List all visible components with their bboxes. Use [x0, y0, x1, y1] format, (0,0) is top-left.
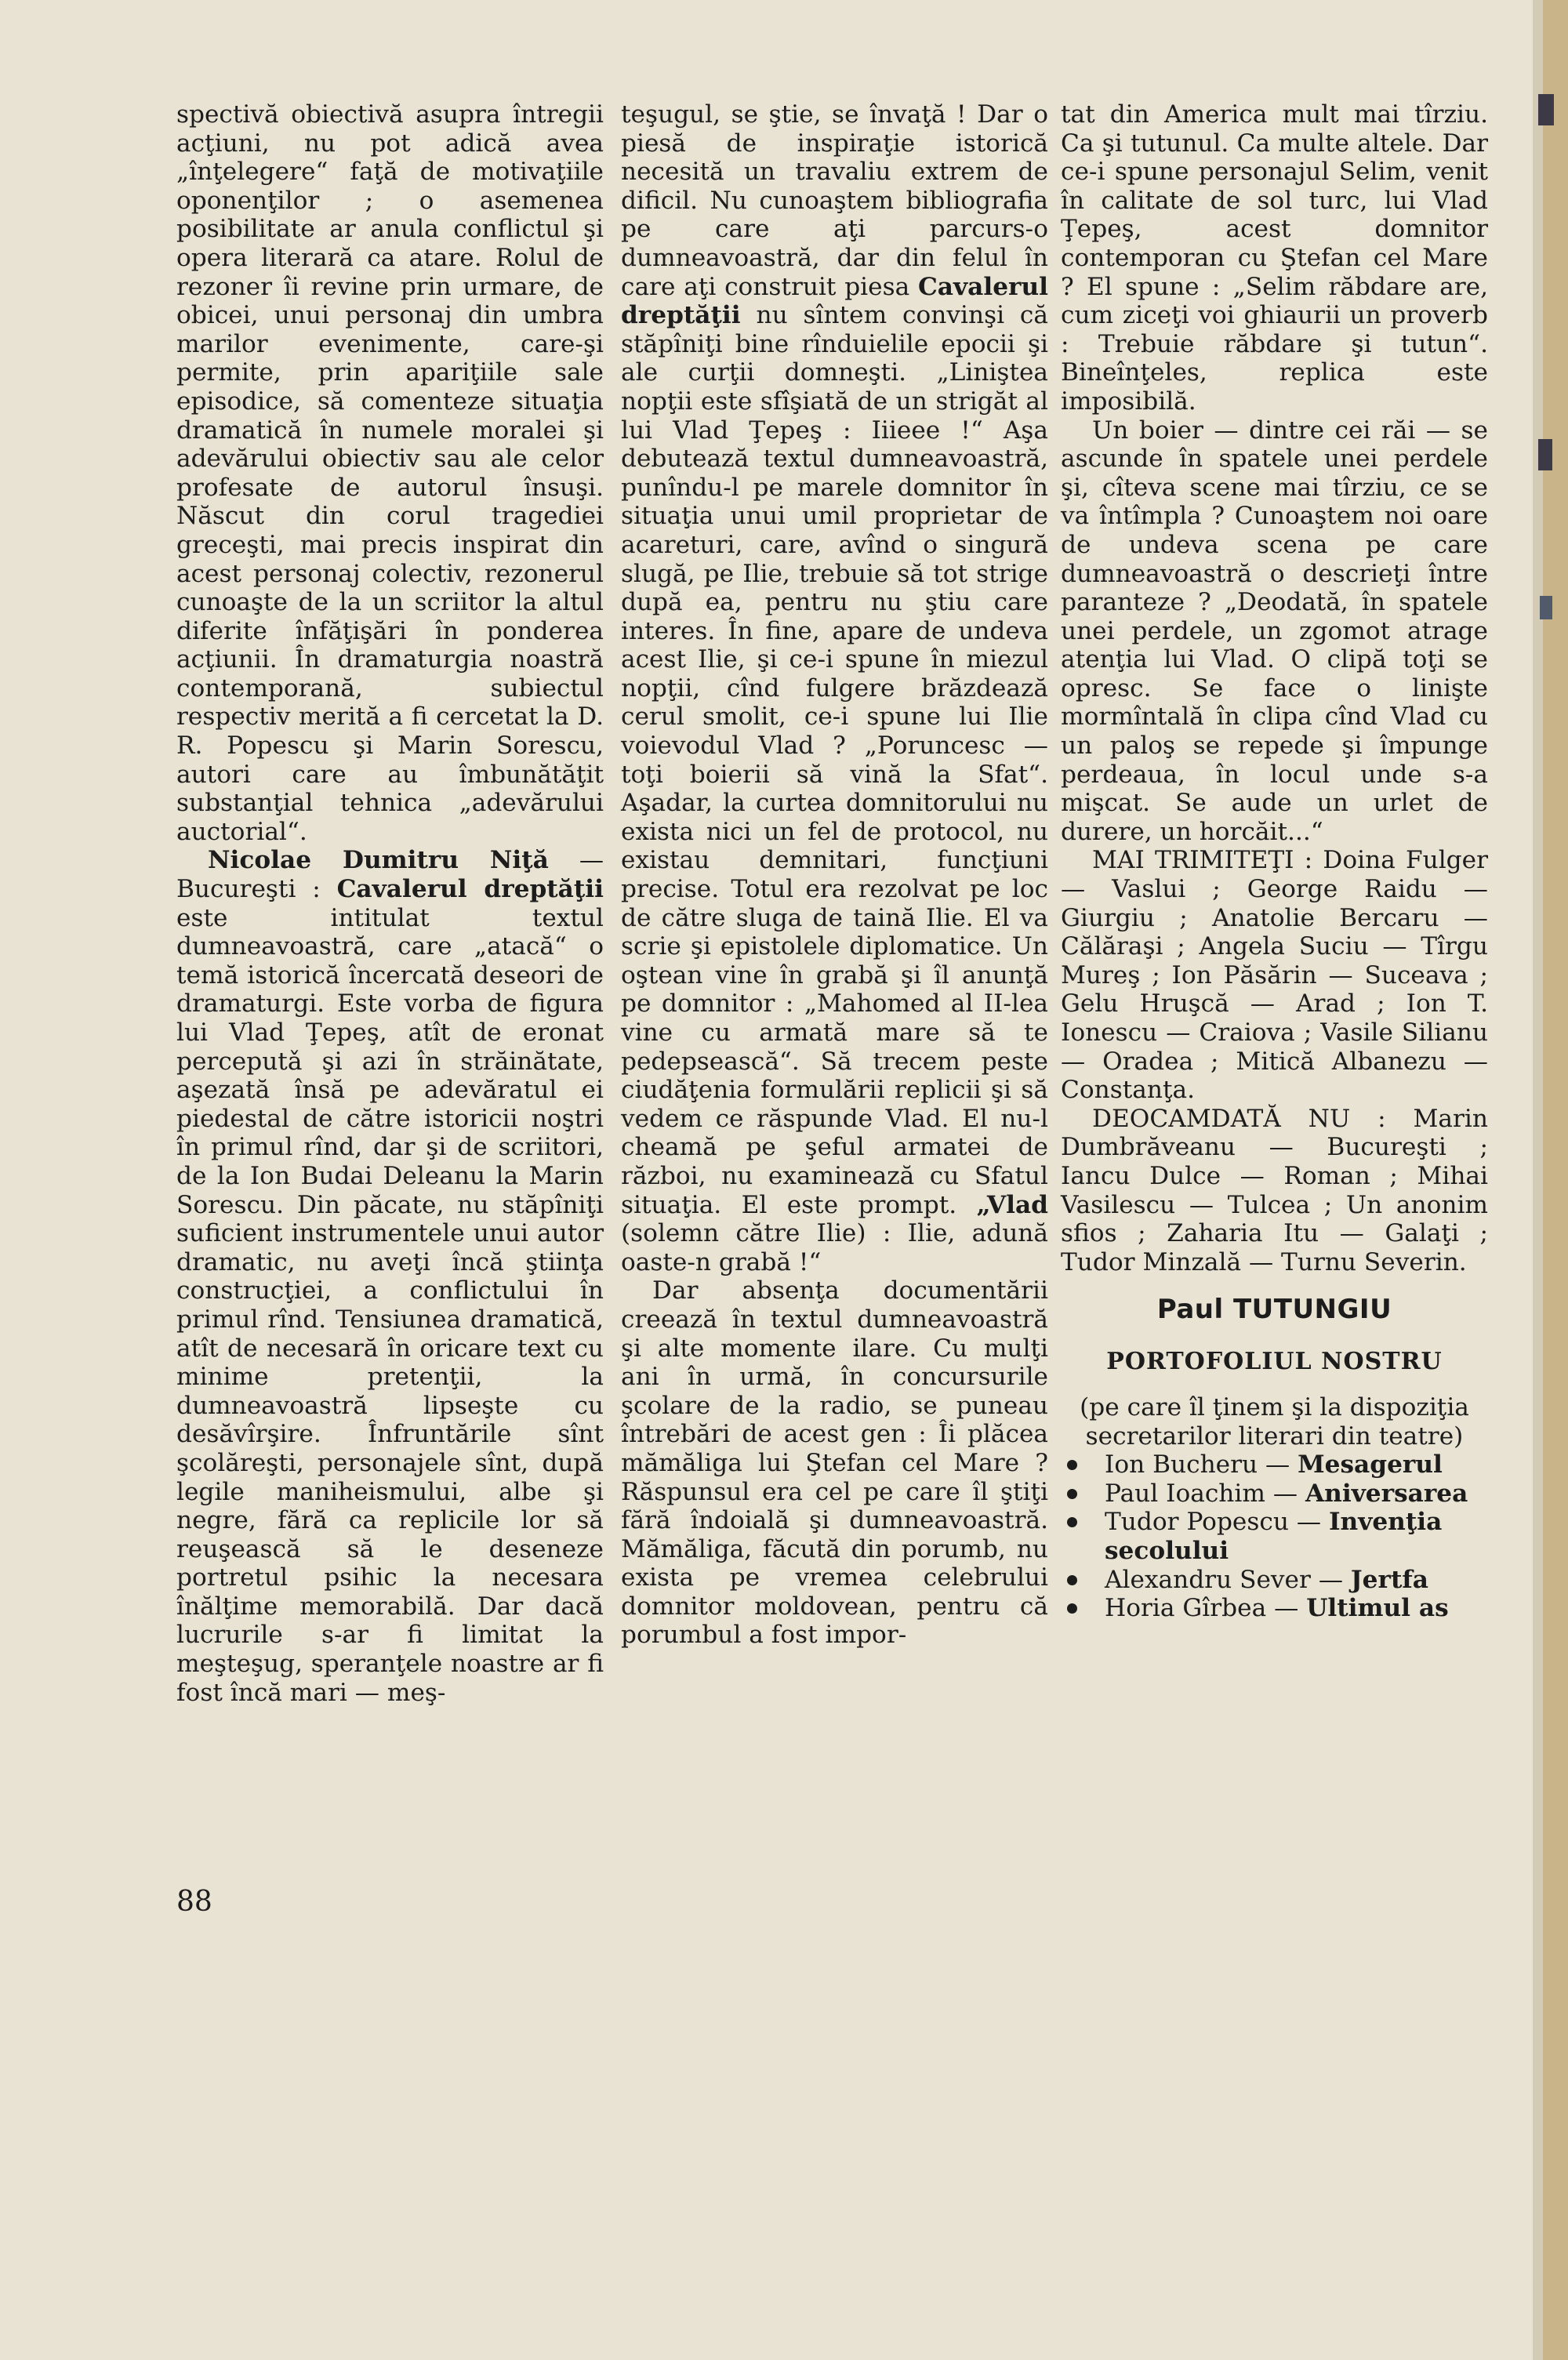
play-title: Cavalerul dreptăţii: [336, 875, 604, 904]
edge-mark: [1538, 94, 1554, 125]
section-subtitle: (pe care îl ţinem şi la dispoziţia secretarilor literari din teatre): [1080, 1392, 1469, 1450]
author-signature: Paul TUTUNGIU: [1156, 1294, 1392, 1326]
list-item: Alexandru Sever — Jertfa: [1061, 1566, 1488, 1595]
send-more-list: MAI TRIMITEŢI : Doina Fulger — Vaslui ; George Raidu — Giurgiu ; Anatolie Bercaru — Călăraşi ; Angela Suciu — Tîrgu Mureş ; Ion Păsărin — Suceava ; Gelu Hruşcă — Arad ; Ion T. Ionescu — Craiova ; Vasile Silianu — Oradea ; Mitică Albanezu — Constanţa.: [1061, 846, 1488, 1105]
paragraph: Nicolae Dumitru Niţă — Bucureşti : Cavalerul dreptăţii este intitulat textul dumneavoastră, care „atacă“ o temă istorică încercată deseori de dramaturgi. Este vorba de figura lui Vlad Ţepeş, atît de eronat perceputǎ şi azi în străinătate, aşezată însă pe adevăratul ei piedestal de către istoricii noştri în primul rînd, dar şi de scriitori, de la Ion Budai Deleanu la Marin Sorescu. Din păcate, nu stăpîniţi suficient instrumentele unui autor dramatic, nu aveţi încă ştiinţa construcţiei, a conflictului în primul rînd. Tensiunea dramatică, atît de necesară în oricare text cu minime pretenţii, la dumneavoastră lipseşte cu desăvîrşire. Înfruntările sînt şcolăreşti, personajele sînt, după legile maniheismului, albe şi negre, fără ca replicile lor să reuşească să le deseneze portretul psihic la necesara înălţime memorabilă. Dar dacă lucrurile s-ar fi limitat la meşteşug, speranţele noastre ar fi fost încă mari — meş-: [176, 846, 604, 1707]
edge-mark: [1538, 439, 1552, 470]
column-2: [621, 100, 1048, 1650]
not-yet-list: DEOCAMDATĂ NU : Marin Dumbrăveanu — Bucureşti ; Iancu Dulce — Roman ; Mihai Vasilescu — Tulcea ; Un anonim sfios ; Zaharia Itu — Galaţi ; Tudor Minzală — Turnu Severin.: [1061, 1104, 1488, 1276]
page-number: 88: [176, 1886, 212, 1918]
paragraph: teşugul, se ştie, se învaţă ! Dar o piesă de inspiraţie istorică necesită un travaliu extrem de dificil. Nu cunoaştem bibliografia pe care aţi parcurs-o dumneavoastră, dar din felul în care aţi construit piesa Cavalerul dreptăţii nu sîntem convinşi că stăpîniţi bine rînduielile epocii şi ale curţii domneşti. „Linişteа nopţii este sfîşiată de un strigăt al lui Vlad Ţepeş : Iiieee !“ Aşa debutează textul dumneavoastră, punîndu-l pe marele domnitor în situaţia unui umil proprietar de acareturi, care, avînd o singură slugă, pe Ilie, trebuie să tot strige după ea, pentru nu ştiu care interes. În fine, apare de undeva acest Ilie, şi ce-i spune în miezul nopţii, cînd fulgere brăzdează cerul smolit, ce-i spune lui Ilie voievodul Vlad ? „Poruncesc — toţi boierii să vină la Sfat“. Aşadar, la curtea domnitorului nu exista nici un fel de protocol, nu existau demnitari, funcţiuni precise. Totul era rezolvat pe loc de către sluga de taină Ilie. El va scrie şi epistolele diplomatice. Un oştean vine în grabă şi îl anunţă pe domnitor : „Mahomed al II-lea vine cu armată mare să te pedepsească“. Să trecem peste ciudăţenia formulării replicii şi să vedem ce răspunde Vlad. El nu-l cheamă pe şeful armatei de război, nu examinează cu Sfatul situaţia. El este prompt. „Vlad (solemn către Ilie) : Ilie, adună oaste-n grabă !“: [621, 100, 1048, 1276]
list-item: Horia Gîrbea — Ultimul as: [1061, 1594, 1488, 1623]
page-edge-shadow: [1533, 0, 1544, 2360]
section-heading: PORTOFOLIUL NOSTRU: [1106, 1347, 1443, 1375]
column-1: [176, 100, 604, 1707]
paragraph: Un boier — dintre cei răi — se ascunde în spatele unei perdele şi, cîteva scene mai tîrziu, ce se va întîmpla ? Cunoaştem noi oare de undeva scena pe care dumneavoastră o descrieţi între paranteze ? „Deodată, în spatele unei perdele, un zgomot atrage atenţia lui Vlad. O clipă toţi se opresc. Se face o linişte mormîntală în clipa cînd Vlad cu un paloş se repede şi împunge perdeaua, în locul unde s-a mişcat. Se aude un urlet de durere, un horcăit...“: [1061, 416, 1488, 846]
quote-name: „Vlad: [976, 1190, 1048, 1219]
correspondent-name: Nicolae Dumitru Niţă: [208, 846, 549, 875]
list-item: Paul Ioachim — Aniversarea: [1061, 1480, 1488, 1509]
paragraph: spectivă obiectivă asupra întregii acţiuni, nu pot adică avea „înţelegere“ faţă de motivaţiile oponenţilor ; o asemenea posibilitate ar anula conflictul şi opera literară ca atare. Rolul de rezoner îi revine prin urmare, de obicei, unui personaj din umbra marilor evenimente, care-şi permite, prin apariţiile sale episodice, să comenteze situaţia dramatică în numele moralei şi adevărului obiectiv sau ale celor profesate de autorul însuşi. Născut din corul tragediei greceşti, mai precis inspirat din acest personaj colectiv, rezonerul cunoaşte de la un scriitor la altul diferite înfăţişări în ponderea acţiunii. În dramaturgia noastră contemporană, subiectul respectiv merită a fi cercetat la D. R. Popescu şi Marin Sorescu, autori care au îmbunătăţit substanţial tehnica „adevărului auctorial“.: [176, 100, 604, 846]
portfolio-list: [1061, 1450, 1488, 1623]
paragraph: Dar absenţa documentării creează în textul dumneavoastră şi alte momente ilare. Cu mulţi ani în urmă, în concursurile şcolare de la radio, se puneau întrebări de acest gen : Îi plăcea mămăliga lui Ştefan cel Mare ? Răspunsul era cel pe care îl ştiţi fără îndoială şi dumneavoastră. Mămăliga, făcută din porumb, nu exista pe vremea celebrului domnitor moldovean, pentru că porumbul a fost impor-: [621, 1276, 1048, 1650]
column-3: [1061, 100, 1488, 1623]
play-title: Cavalerul dreptăţii: [621, 272, 1048, 330]
list-item: Ion Bucheru — Mesagerul: [1061, 1450, 1488, 1480]
paragraph: tat din America mult mai tîrziu. Ca şi tutunul. Ca multe altele. Dar ce-i spune personajul Selim, venit în calitate de sol turc, lui Vlad Ţepeş, acest domnitor contemporan cu Ştefan cel Mare ? El spune : „Selim răbdare are, cum ziceţi voi ghiaurii un proverb : Trebuie răbdare şi tutun“. Bineînţeles, replica este imposibilă.: [1061, 100, 1488, 416]
page-edge: [1543, 0, 1568, 2360]
edge-mark: [1540, 596, 1552, 619]
list-item: Tudor Popescu — Invenţia secolului: [1061, 1508, 1488, 1565]
